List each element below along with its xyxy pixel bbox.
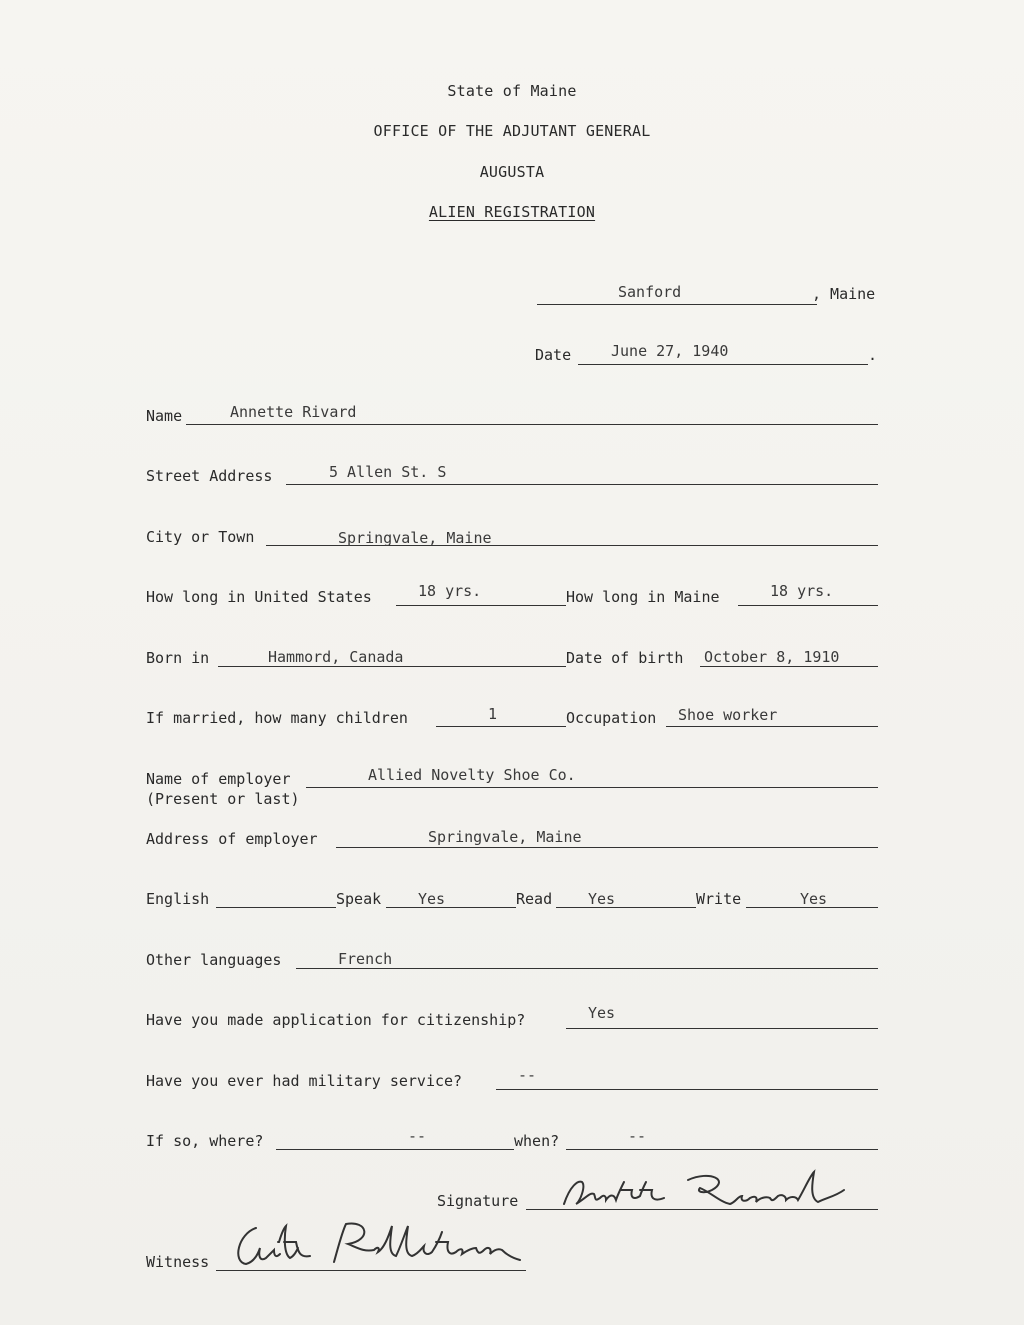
- citizenship-value: Yes: [588, 1004, 616, 1022]
- children-line: [436, 726, 566, 727]
- signature-image: [560, 1168, 860, 1216]
- emp-addr-label: Address of employer: [146, 830, 318, 848]
- born-value: Hammord, Canada: [268, 648, 404, 666]
- witness-scribble-icon: [228, 1218, 528, 1270]
- employer-sub-label: (Present or last): [146, 790, 300, 808]
- town-line: [537, 304, 817, 305]
- dob-line: [700, 666, 878, 667]
- us-line: [396, 605, 566, 606]
- military-label: Have you ever had military service?: [146, 1072, 463, 1090]
- when-label: when?: [514, 1132, 560, 1150]
- maine-line: [738, 605, 878, 606]
- date-value: June 27, 1940: [611, 342, 729, 360]
- street-line: [286, 484, 878, 485]
- when-line: [566, 1149, 878, 1150]
- city-value: Springvale, Maine: [338, 529, 492, 547]
- date-label: Date: [535, 346, 572, 364]
- occupation-line: [666, 726, 878, 727]
- where-line: [276, 1149, 514, 1150]
- citizenship-label: Have you made application for citizenship?: [146, 1011, 526, 1029]
- state-heading: State of Maine: [447, 82, 577, 100]
- english-line: [216, 907, 336, 908]
- born-line: [218, 666, 566, 667]
- citizenship-line: [566, 1028, 878, 1029]
- write-label: Write: [696, 890, 742, 908]
- children-value: 1: [488, 705, 498, 723]
- where-label: If so, where?: [146, 1132, 264, 1150]
- speak-label: Speak: [336, 890, 382, 908]
- children-label: If married, how many children: [146, 709, 408, 727]
- read-line: [556, 907, 696, 908]
- witness-label: Witness: [146, 1253, 210, 1271]
- office-heading: OFFICE OF THE ADJUTANT GENERAL: [373, 122, 651, 140]
- occupation-value: Shoe worker: [678, 706, 778, 724]
- read-label: Read: [516, 890, 553, 908]
- other-lang-value: French: [338, 950, 393, 968]
- other-lang-label: Other languages: [146, 951, 282, 969]
- where-value: --: [408, 1127, 427, 1145]
- english-label: English: [146, 890, 210, 908]
- us-label: How long in United States: [146, 588, 372, 606]
- name-line: [186, 424, 878, 425]
- maine-value: 18 yrs.: [770, 582, 834, 600]
- street-label: Street Address: [146, 467, 273, 485]
- speak-line: [386, 907, 516, 908]
- witness-signature-image: [228, 1218, 528, 1270]
- employer-line: [306, 787, 878, 788]
- state-label: , Maine: [812, 285, 876, 303]
- date-line: [578, 364, 868, 365]
- form-title: ALIEN REGISTRATION: [428, 203, 596, 221]
- us-value: 18 yrs.: [418, 582, 482, 600]
- when-value: --: [628, 1127, 647, 1145]
- name-label: Name: [146, 407, 183, 425]
- write-value: Yes: [800, 890, 828, 908]
- read-value: Yes: [588, 890, 616, 908]
- city-heading: AUGUSTA: [479, 163, 545, 181]
- other-lang-line: [296, 968, 878, 969]
- dob-value: October 8, 1910: [704, 648, 840, 666]
- name-value: Annette Rivard: [230, 403, 357, 421]
- town-value: Sanford: [618, 283, 682, 301]
- emp-addr-value: Springvale, Maine: [428, 828, 582, 846]
- dob-label: Date of birth: [566, 649, 684, 667]
- signature-scribble-icon: [560, 1168, 860, 1216]
- street-value: 5 Allen St. S: [329, 463, 447, 481]
- employer-value: Allied Novelty Shoe Co.: [368, 766, 576, 784]
- signature-label: Signature: [437, 1192, 519, 1210]
- date-end: .: [868, 346, 878, 364]
- emp-addr-line: [336, 847, 878, 848]
- employer-label: Name of employer: [146, 770, 291, 788]
- city-label: City or Town: [146, 528, 255, 546]
- born-label: Born in: [146, 649, 210, 667]
- military-line: [496, 1089, 878, 1090]
- occupation-label: Occupation: [566, 709, 657, 727]
- military-value: --: [518, 1066, 537, 1084]
- maine-label: How long in Maine: [566, 588, 720, 606]
- speak-value: Yes: [418, 890, 446, 908]
- witness-line: [216, 1270, 526, 1271]
